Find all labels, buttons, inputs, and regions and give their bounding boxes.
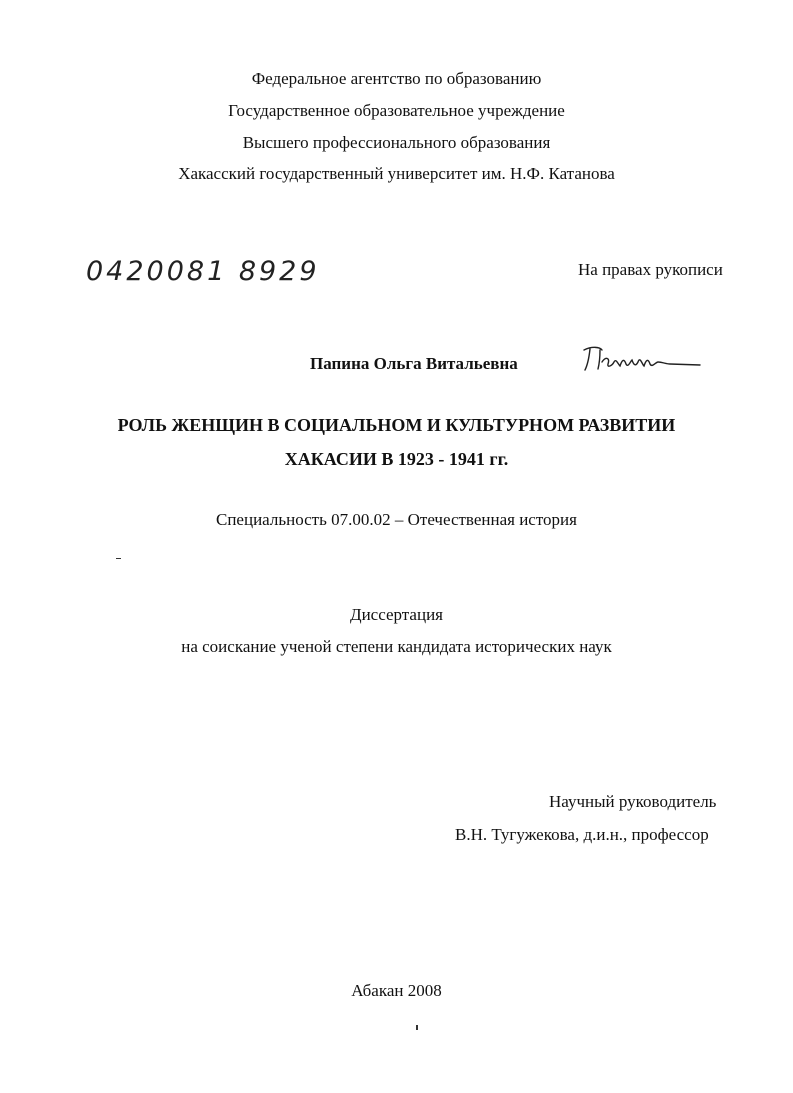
- supervisor-label: Научный руководитель: [549, 792, 717, 811]
- header-line-agency: Федеральное агентство по образованию: [251, 69, 542, 88]
- place-year: Абакан 2008: [351, 981, 442, 1000]
- degree-purpose: на соискание ученой степени кандидата исторических наук: [181, 637, 612, 656]
- header-line-education: Высшего профессионального образования: [242, 133, 551, 152]
- author-name: Папина Ольга Витальевна: [310, 354, 518, 373]
- author-signature: [578, 338, 702, 378]
- header-line-university: Хакасский государственный университет им. Н.Ф. Катанова: [178, 164, 615, 183]
- handwritten-registry-number: 0420081 8929: [86, 256, 320, 287]
- scan-speck-bottom: [416, 1025, 418, 1030]
- rights-note: На правах рукописи: [578, 260, 723, 279]
- signature-drawing: [578, 338, 702, 378]
- header-line-institution: Государственное образовательное учреждение: [228, 101, 565, 120]
- title-line-1: РОЛЬ ЖЕНЩИН В СОЦИАЛЬНОМ И КУЛЬТУРНОМ РАЗВИТИИ: [117, 415, 676, 435]
- specialty: Специальность 07.00.02 – Отечественная история: [216, 510, 577, 529]
- work-type: Диссертация: [349, 605, 443, 624]
- scan-speck: [116, 558, 121, 559]
- supervisor-name: В.Н. Тугужекова, д.и.н., профессор: [455, 825, 709, 844]
- title-line-2: ХАКАСИИ В 1923 - 1941 гг.: [284, 449, 509, 469]
